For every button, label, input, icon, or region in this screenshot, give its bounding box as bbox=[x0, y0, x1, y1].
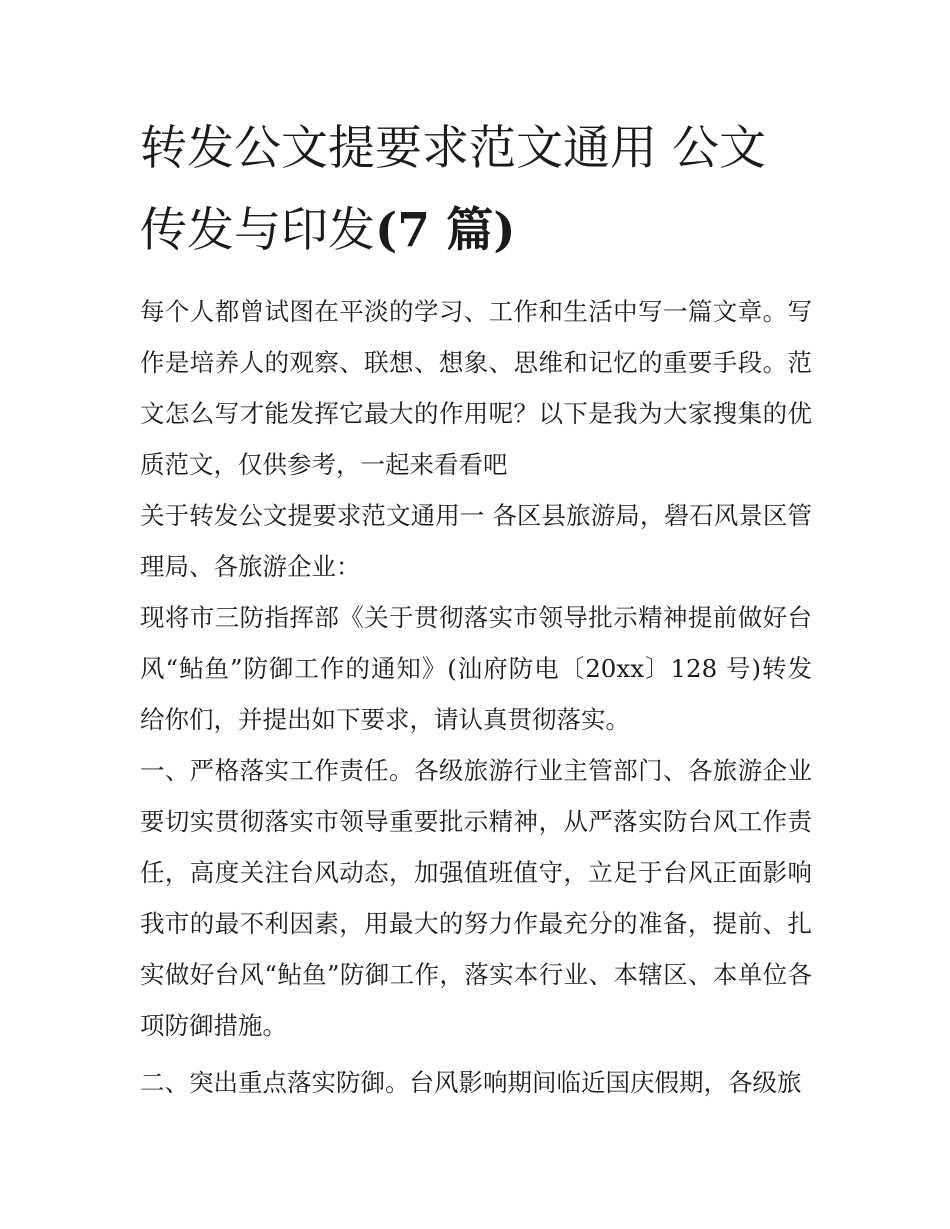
document-page bbox=[140, 108, 812, 1108]
requirement-2-paragraph: 二、突出重点落实防御。台风影响期间临近国庆假期，各级旅 bbox=[140, 1068, 802, 1097]
addressee-paragraph: 关于转发公文提要求范文通用一 各区县旅游局，礐石风景区管理局、各旅游企业： bbox=[140, 501, 812, 581]
title-main: 转发公文提要求范文通用 公文传发与印发 bbox=[140, 121, 766, 258]
forward-notice-paragraph: 现将市三防指挥部《关于贯彻落实市领导批示精神提前做好台风“鲇鱼”防御工作的通知》(汕府防电〔20xx〕128 号)转发给你们，并提出如下要求，请认真贯彻落实。 bbox=[140, 603, 812, 734]
intro-paragraph: 每个人都曾试图在平淡的学习、工作和生活中写一篇文章。写作是培养人的观察、联想、想象、思维和记忆的重要手段。范文怎么写才能发挥它最大的作用呢？以下是我为大家搜集的优质范文，仅供参考，一起来看看吧 bbox=[140, 297, 812, 479]
document-title bbox=[140, 108, 812, 272]
title-count: (7 篇) bbox=[375, 203, 516, 258]
requirement-1-paragraph: 一、严格落实工作责任。各级旅游行业主管部门、各旅游企业要切实贯彻落实市领导重要批示精神，从严落实防台风工作责任，高度关注台风动态，加强值班值守，立足于台风正面影响我市的最不利因素，用最大的努力作最充分的准备，提前、扎实做好台风“鲇鱼”防御工作，落实本行业、本辖区、本单位各项防御措施。 bbox=[140, 756, 812, 1040]
